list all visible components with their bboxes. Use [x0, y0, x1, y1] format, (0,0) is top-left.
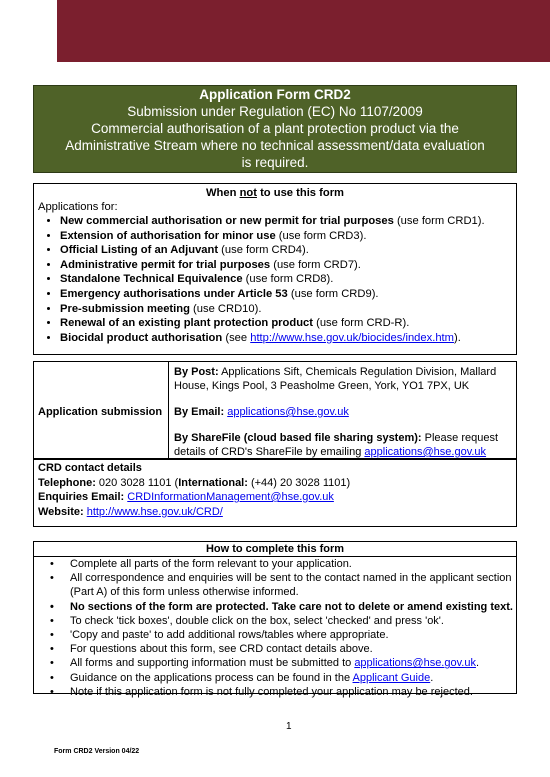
- list-item: • Official Listing of an Adjuvant (use form CRD4).: [60, 243, 516, 258]
- applicant-guide-link[interactable]: Applicant Guide: [352, 671, 431, 684]
- list-item: • For questions about this form, see CRD contact details above.: [54, 642, 516, 656]
- submission-methods-cell: [174, 365, 512, 459]
- list-item: • 'Copy and paste' to add additional rows/tables where appropriate.: [54, 628, 516, 642]
- how-to-complete-box: [33, 541, 517, 698]
- list-item: • Complete all parts of the form relevant to your application.: [54, 557, 516, 571]
- title-box: [33, 85, 517, 173]
- list-item: • Standalone Technical Equivalence (use form CRD8).: [60, 272, 516, 287]
- telephone-line: Telephone: 020 3028 1101 (International: (+44) 20 3028 1101): [38, 476, 351, 489]
- form-title: Application Form CRD2: [199, 87, 351, 102]
- not-use-list: [34, 214, 516, 345]
- by-sharefile-text: By ShareFile (cloud based file sharing system): Please request details of CRD's ShareFile by emailing applications@hse.gov.uk: [174, 432, 499, 458]
- submission-table: [33, 361, 517, 459]
- footer-version: Form CRD2 Version 04/22: [54, 748, 140, 755]
- list-item: • Extension of authorisation for minor use (use form CRD3).: [60, 229, 516, 244]
- by-email-text: By Email: applications@hse.gov.uk: [174, 406, 349, 418]
- list-item: • All correspondence and enquiries will be sent to the contact named in the applicant section (Part A) of this form unless otherwise informed.: [54, 571, 516, 599]
- submission-label-cell: [34, 362, 169, 458]
- by-post-text: By Post: Applications Sift, Chemicals Regulation Division, Mallard House, Kings Pool, 3 Peasholme Green, York, YO1 7PX, UK: [174, 366, 497, 392]
- list-item: • To check 'tick boxes', double click on the box, select 'checked' and press 'ok'.: [54, 614, 516, 628]
- header-band: [0, 0, 550, 62]
- submit-email-link[interactable]: applications@hse.gov.uk: [354, 657, 476, 670]
- title-line-4: is required.: [241, 155, 309, 170]
- enquiries-email-link[interactable]: CRDInformationManagement@hse.gov.uk: [127, 491, 334, 503]
- crd-contact-box: [33, 459, 517, 527]
- list-item: • Administrative permit for trial purposes (use form CRD7).: [60, 258, 516, 273]
- when-not-to-use-box: [33, 183, 517, 355]
- list-item: • New commercial authorisation or new permit for trial purposes (use form CRD1).: [60, 214, 516, 229]
- list-item: • All forms and supporting information must be submitted to applications@hse.gov.uk.: [54, 656, 516, 670]
- title-line-1: Submission under Regulation (EC) No 1107/2009: [127, 104, 423, 119]
- sharefile-email-link[interactable]: applications@hse.gov.uk: [364, 446, 487, 458]
- list-item: • Note if this application form is not fully completed your application may be rejected.: [54, 685, 516, 699]
- applications-for-label: Applications for:: [38, 201, 118, 213]
- list-item: • Guidance on the applications process can be found in the Applicant Guide.: [54, 671, 516, 685]
- page-number: 1: [286, 721, 292, 732]
- how-to-heading: How to complete this form: [34, 542, 516, 557]
- list-item: • Biocidal product authorisation (see http://www.hse.gov.uk/biocides/index.htm).: [60, 331, 516, 346]
- applications-email-link[interactable]: applications@hse.gov.uk: [227, 406, 349, 418]
- title-line-3: Administrative Stream where no technical assessment/data evaluation: [65, 138, 485, 153]
- when-not-heading: When not to use this form: [206, 187, 344, 199]
- list-item: • Renewal of an existing plant protection product (use form CRD-R).: [60, 316, 516, 331]
- submission-label: Application submission: [38, 406, 163, 418]
- list-item: • Pre-submission meeting (use CRD10).: [60, 302, 516, 317]
- list-item: • Emergency authorisations under Article 53 (use form CRD9).: [60, 287, 516, 302]
- header-gap: [0, 0, 57, 62]
- title-line-2: Commercial authorisation of a plant protection product via the: [91, 121, 459, 136]
- header-stripe: [57, 0, 550, 62]
- enquiries-line: Enquiries Email: CRDInformationManagement@hse.gov.uk: [38, 491, 334, 503]
- list-item: • No sections of the form are protected. Take care not to delete or amend existing text.: [54, 600, 516, 614]
- how-to-list: [34, 557, 516, 699]
- contact-heading: CRD contact details: [38, 462, 142, 474]
- biocides-link[interactable]: http://www.hse.gov.uk/biocides/index.htm: [250, 331, 454, 344]
- website-line: Website: http://www.hse.gov.uk/CRD/: [38, 505, 223, 518]
- website-link[interactable]: http://www.hse.gov.uk/CRD/: [86, 505, 223, 518]
